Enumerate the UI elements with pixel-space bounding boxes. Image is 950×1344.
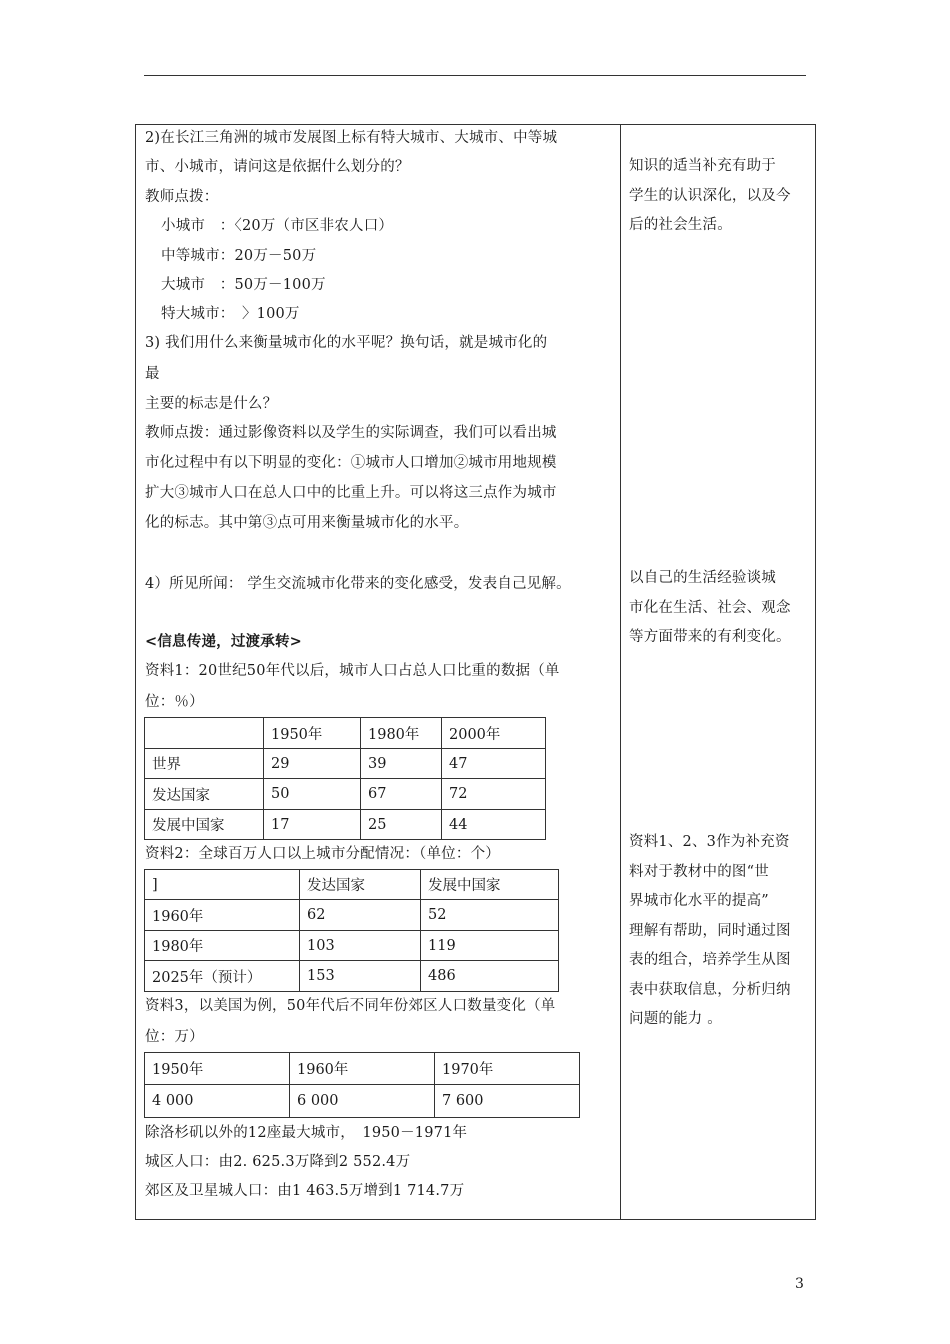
footer-line-3: 郊区及卫星城人口：由1 463.5万增到1 714.7万 (145, 1183, 465, 1199)
table-cell: 发展中国家 (421, 870, 559, 900)
teacher-tip-2-line-3: 扩大③城市人口在总人口中的比重上升。可以将这三点作为城市 (145, 485, 557, 501)
table-row (145, 961, 559, 992)
side-note-line: 以自己的生活经验谈城 (629, 570, 776, 586)
small-city-definition: 小城市 ：〈20万（市区非农人口） (161, 218, 394, 234)
question-2-line-1: 2)在长江三角洲的城市发展图上标有特大城市、大城市、中等城 (145, 130, 558, 146)
table-cell: 世界 (145, 749, 264, 779)
question-3-line-1: 3) 我们用什么来衡量城市化的水平呢？换句话，就是城市化的 (145, 335, 548, 351)
side-note-line: 问题的能力 。 (629, 1011, 723, 1027)
question-4: 4）所见所闻： 学生交流城市化带来的变化感受，发表自己见解。 (145, 576, 571, 592)
section-title: <信息传递，过渡承转> (145, 633, 302, 650)
table-cell: 47 (442, 749, 546, 779)
table-cell: 153 (300, 961, 421, 992)
table-cell: 17 (264, 810, 361, 840)
material-2-title: 资料2：全球百万人口以上城市分配情况：（单位：个） (145, 846, 500, 862)
table-cell: 发展中国家 (145, 810, 264, 840)
question-2-line-2: 市、小城市，请问这是依据什么划分的？ (145, 159, 410, 175)
table-cell: 103 (300, 931, 421, 961)
table-cell: 1980年 (145, 931, 300, 961)
table-header-row (145, 1053, 580, 1085)
large-city-definition: 大城市 ：50万－100万 (161, 277, 326, 293)
side-note-line: 界城市化水平的提高” (629, 893, 769, 909)
teacher-tip-label: 教师点拨： (145, 189, 219, 205)
side-note-2 (629, 564, 811, 653)
table-cell: 72 (442, 779, 546, 810)
material-1-title-line-1: 资料1：20世纪50年代以后，城市人口占总人口比重的数据（单 (145, 663, 560, 679)
side-note-line: 资料1、2、3作为补充资 (629, 834, 790, 850)
side-note-line: 学生的认识深化，以及今 (629, 187, 791, 204)
table-cell: 1980年 (361, 718, 442, 749)
side-note-line: 等方面带来的有利变化。 (629, 629, 791, 645)
table-cell: 52 (421, 900, 559, 931)
footer-line-2: 城区人口：由2. 625.3万降到2 552.4万 (145, 1154, 411, 1170)
table-row (145, 931, 559, 961)
table-cell: 67 (361, 779, 442, 810)
material-3-title-line-2: 位：万） (145, 1029, 204, 1045)
teacher-tip-2-line-1: 教师点拨：通过影像资料以及学生的实际调查，我们可以看出城 (145, 425, 557, 441)
table-cell: 4 000 (145, 1085, 290, 1118)
material-3-table (144, 1052, 580, 1118)
material-2-table (144, 869, 559, 992)
side-note-line: 料对于教材中的图“世 (629, 863, 769, 880)
side-note-line: 表中获取信息，分析归纳 (629, 981, 791, 998)
material-1-table (144, 717, 546, 840)
material-3-title-line-1: 资料3，以美国为例，50年代后不同年份郊区人口数量变化（单 (145, 998, 556, 1014)
side-note-3 (629, 828, 811, 1035)
table-cell (145, 718, 264, 749)
page-number: 3 (795, 1276, 804, 1292)
side-note-line: 知识的适当补充有助于 (629, 158, 776, 174)
table-row (145, 1085, 580, 1118)
table-row (145, 900, 559, 931)
table-cell: 486 (421, 961, 559, 992)
side-note-line: 表的组合，培养学生从图 (629, 952, 791, 968)
side-note-1 (629, 152, 811, 241)
teacher-tip-2-line-2: 市化过程中有以下明显的变化：①城市人口增加②城市用地规模 (145, 455, 557, 471)
table-header-row (145, 718, 546, 749)
table-cell: 50 (264, 779, 361, 810)
question-3-line-2: 最 (145, 366, 160, 382)
table-header-row (145, 870, 559, 900)
table-cell: 1960年 (290, 1053, 435, 1085)
table-cell: 119 (421, 931, 559, 961)
table-cell: 25 (361, 810, 442, 840)
table-cell: 7 600 (435, 1085, 580, 1118)
mega-city-definition: 特大城市： 〉100万 (161, 306, 300, 322)
table-cell: 29 (264, 749, 361, 779)
table-cell: ] (145, 870, 300, 900)
question-3-line-3: 主要的标志是什么？ (145, 396, 278, 412)
table-cell: 62 (300, 900, 421, 931)
table-row (145, 810, 546, 840)
table-cell: 39 (361, 749, 442, 779)
table-row (145, 779, 546, 810)
teacher-tip-2-line-4: 化的标志。其中第③点可用来衡量城市化的水平。 (145, 515, 469, 531)
column-divider (620, 125, 621, 1219)
side-note-line: 市化在生活、社会、观念 (629, 599, 791, 616)
table-cell: 1960年 (145, 900, 300, 931)
side-note-line: 后的社会生活。 (629, 217, 732, 233)
material-1-title-line-2: 位：％） (145, 694, 204, 710)
side-note-line: 理解有帮助，同时通过图 (629, 922, 791, 939)
table-row (145, 749, 546, 779)
medium-city-definition: 中等城市：20万－50万 (161, 248, 317, 264)
table-cell: 发达国家 (300, 870, 421, 900)
table-cell: 2025年（预计） (145, 961, 300, 992)
table-cell: 2000年 (442, 718, 546, 749)
table-cell: 44 (442, 810, 546, 840)
table-cell: 1950年 (145, 1053, 290, 1085)
table-cell: 6 000 (290, 1085, 435, 1118)
header-rule (144, 75, 806, 76)
footer-line-1: 除洛杉矶以外的12座最大城市， 1950－1971年 (145, 1125, 468, 1141)
table-cell: 1970年 (435, 1053, 580, 1085)
table-cell: 1950年 (264, 718, 361, 749)
table-cell: 发达国家 (145, 779, 264, 810)
